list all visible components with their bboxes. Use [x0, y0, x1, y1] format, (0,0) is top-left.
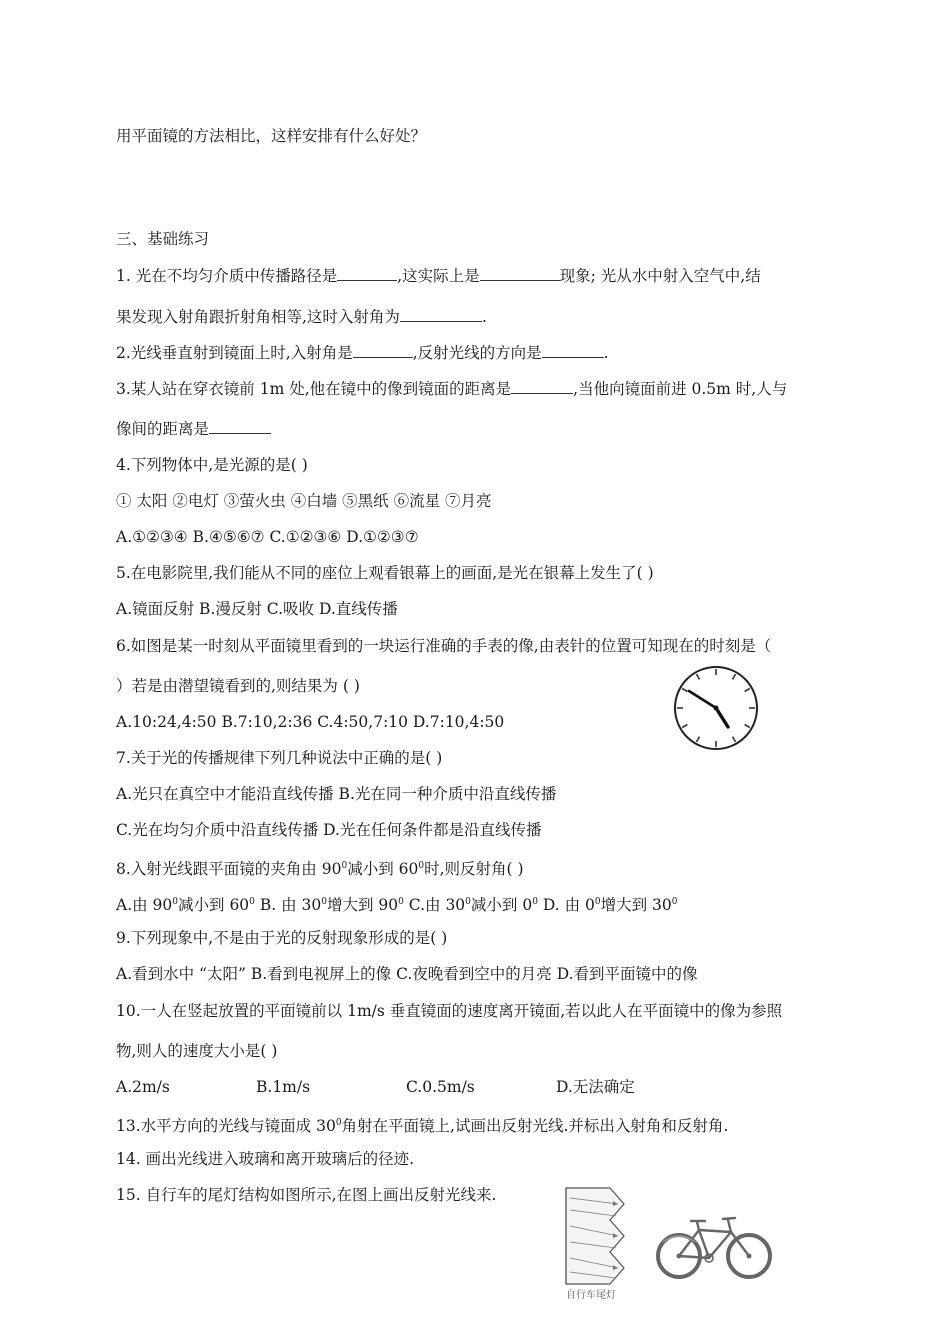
- bicycle-figure: [655, 1212, 773, 1282]
- question-1-line-2: 果发现入射角跟折射角相等,这时入射角为 .: [116, 308, 487, 326]
- question-9-stem: 9.下列现象中,不是由于光的反射现象形成的是( ): [116, 929, 448, 947]
- clock-figure: [672, 664, 760, 752]
- answer-blank[interactable]: [400, 307, 482, 322]
- section-title: 三、基础练习: [116, 230, 210, 248]
- question-10-option-c: C.0.5m/s: [406, 1078, 475, 1096]
- answer-blank[interactable]: [353, 343, 413, 358]
- question-2: 2.光线垂直射到镜面上时,入射角是 ,反射光线的方向是 .: [116, 344, 609, 362]
- answer-blank[interactable]: [337, 266, 397, 281]
- question-3-line-1: 3.某人站在穿衣镜前 1m 处,他在镜中的像到镜面的距离是 ,当他向镜面前进 0.5m 时,人与: [116, 380, 788, 398]
- figure-caption: 自行车尾灯: [566, 1290, 616, 1301]
- question-4-options: A.①②③④ B.④⑤⑥⑦ C.①②③⑥ D.①②③⑦: [116, 528, 419, 546]
- question-6-line-2: ）若是由潜望镜看到的,则结果为 ( ): [116, 677, 360, 695]
- answer-blank[interactable]: [480, 266, 560, 281]
- question-4-items: ① 太阳 ②电灯 ③萤火虫 ④白墙 ⑤黑纸 ⑥流星 ⑦月亮: [116, 492, 492, 510]
- question-5-stem: 5.在电影院里,我们能从不同的座位上观看银幕上的画面,是光在银幕上发生了( ): [116, 564, 654, 582]
- question-10-line-1: 10.一人在竖起放置的平面镜前以 1m/s 垂直镜面的速度离开镜面,若以此人在平面镜中的像为参照: [116, 1002, 783, 1020]
- answer-blank[interactable]: [209, 419, 271, 434]
- intro-text: 用平面镜的方法相比，这样安排有什么好处？: [116, 127, 427, 145]
- question-15: 15. 自行车的尾灯结构如图所示,在图上画出反射光线来.: [116, 1186, 497, 1204]
- question-8-stem: 8.入射光线跟平面镜的夹角由 $90^0$减小到 $60^0$时,则反射角( ): [116, 860, 524, 878]
- taillight-figure: [560, 1186, 632, 1286]
- question-14: 14. 画出光线进入玻璃和离开玻璃后的径迹.: [116, 1150, 415, 1168]
- question-10-option-a: A.2m/s: [116, 1078, 170, 1096]
- question-6-options: A.10:24,4:50 B.7:10,2:36 C.4:50,7:10 D.7:10,4:50: [116, 713, 505, 731]
- question-10-option-b: B.1m/s: [256, 1078, 311, 1096]
- question-8-options: A.由 $90^0$减小到 $60^0$ B. 由 $30^0$增大到 $90^0$ C.由 $30^0$减小到 $0^0$ D. 由 $0^0$增大到 $30^0$: [116, 896, 678, 914]
- question-7-option-line-1: A.光只在真空中才能沿直线传播 B.光在同一种介质中沿直线传播: [116, 785, 557, 803]
- answer-blank[interactable]: [542, 343, 604, 358]
- question-7-stem: 7.关于光的传播规律下列几种说法中正确的是( ): [116, 749, 443, 767]
- question-10-option-d: D.无法确定: [556, 1078, 635, 1096]
- question-7-option-line-2: C.光在均匀介质中沿直线传播 D.光在任何条件都是沿直线传播: [116, 821, 542, 839]
- question-3-line-2: 像间的距离是: [116, 419, 271, 439]
- question-1-line-1: 1. 光在不均匀介质中传播路径是 ,这实际上是 现象; 光从水中射入空气中,结: [116, 267, 761, 285]
- question-13: 13.水平方向的光线与镜面成 $30^0$角射在平面镜上,试画出反射光线.并标出入射角和反射角.: [116, 1117, 729, 1135]
- answer-blank[interactable]: [511, 379, 573, 394]
- question-4-stem: 4.下列物体中,是光源的是( ): [116, 456, 308, 474]
- question-9-options: A.看到水中 “太阳” B.看到电视屏上的像 C.夜晚看到空中的月亮 D.看到平面镜中的像: [116, 965, 698, 983]
- question-10-line-2: 物,则人的速度大小是( ): [116, 1042, 278, 1060]
- question-6-line-1: 6.如图是某一时刻从平面镜里看到的一块运行准确的手表的像,由表针的位置可知现在的时刻是（: [116, 637, 772, 655]
- question-5-options: A.镜面反射 B.漫反射 C.吸收 D.直线传播: [116, 600, 398, 618]
